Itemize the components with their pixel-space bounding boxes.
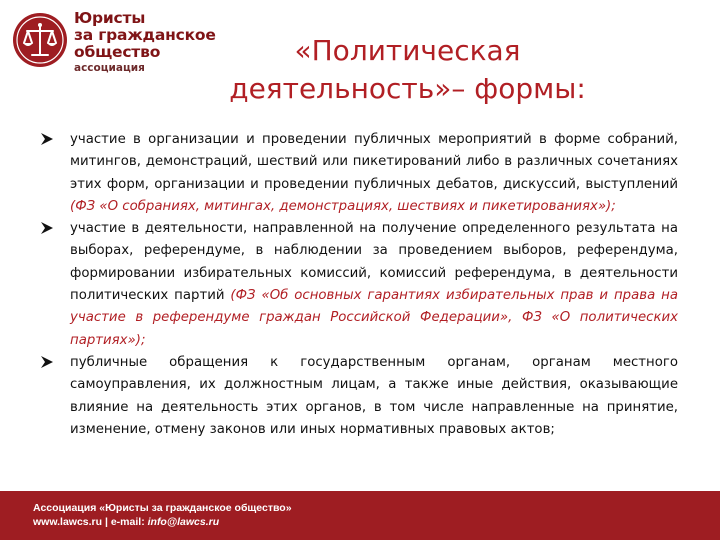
slide-title	[175, 32, 640, 108]
footer-text	[33, 501, 292, 529]
footer-bar	[0, 491, 720, 540]
item-text: участие в деятельности, направленной на получение определенного результата на выборах, референдуме, в наблюдении за проведением выборов, референдума, формировании избирательных комиссий, комиссий референдума, в деятельности политических партий	[70, 221, 678, 304]
item-tail: ;	[611, 198, 616, 214]
arrowhead-bullet-icon	[40, 132, 54, 146]
list-item	[40, 218, 678, 352]
logo-line-2: за гражданское	[74, 26, 216, 44]
law-citation: (ФЗ «Об основных гарантиях избирательных прав и права на участие в референдуме граждан Российской Федерации», ФЗ «О политических партиях»)	[70, 288, 678, 348]
footer-site-link[interactable]: www.lawcs.ru	[33, 516, 103, 528]
scales-of-justice-icon	[12, 12, 68, 68]
footer-email-label: e-mail:	[110, 516, 148, 528]
bullet-list	[40, 129, 678, 441]
arrowhead-bullet-icon	[40, 221, 54, 235]
list-item	[40, 129, 678, 218]
logo-line-3: общество	[74, 43, 161, 61]
footer-org: Ассоциация «Юристы за гражданское общество»	[33, 502, 292, 514]
item-text: участие в организации и проведении публичных мероприятий в форме собраний, митингов, демонстраций, шествий или пикетирований либо в различных сочетаниях этих форм, организации и проведении публичных дебатов, дискуссий, выступлений	[70, 132, 678, 192]
logo-line-1: Юристы	[74, 9, 146, 27]
item-text: публичные обращения к государственным органам, органам местного самоуправления, их должностным лицам, а также иные действия, оказывающие влияние на деятельность этих органов, в том числе направленные на принятие, изменение, отмену законов или иных нормативных правовых актов;	[70, 354, 678, 437]
item-tail: ;	[140, 332, 146, 348]
title-line-2: деятельность»– формы:	[229, 72, 586, 105]
list-item	[40, 352, 678, 441]
title-line-1: «Политическая	[294, 34, 521, 67]
footer-contacts	[33, 515, 292, 529]
footer-email-link[interactable]: info@lawcs.ru	[147, 516, 220, 528]
law-citation: (ФЗ «О собраниях, митингах, демонстрациях, шествиях и пикетированиях»)	[70, 198, 612, 214]
logo-subtitle: ассоциация	[74, 62, 145, 74]
footer-separator: |	[102, 516, 111, 528]
arrowhead-bullet-icon	[40, 355, 54, 369]
